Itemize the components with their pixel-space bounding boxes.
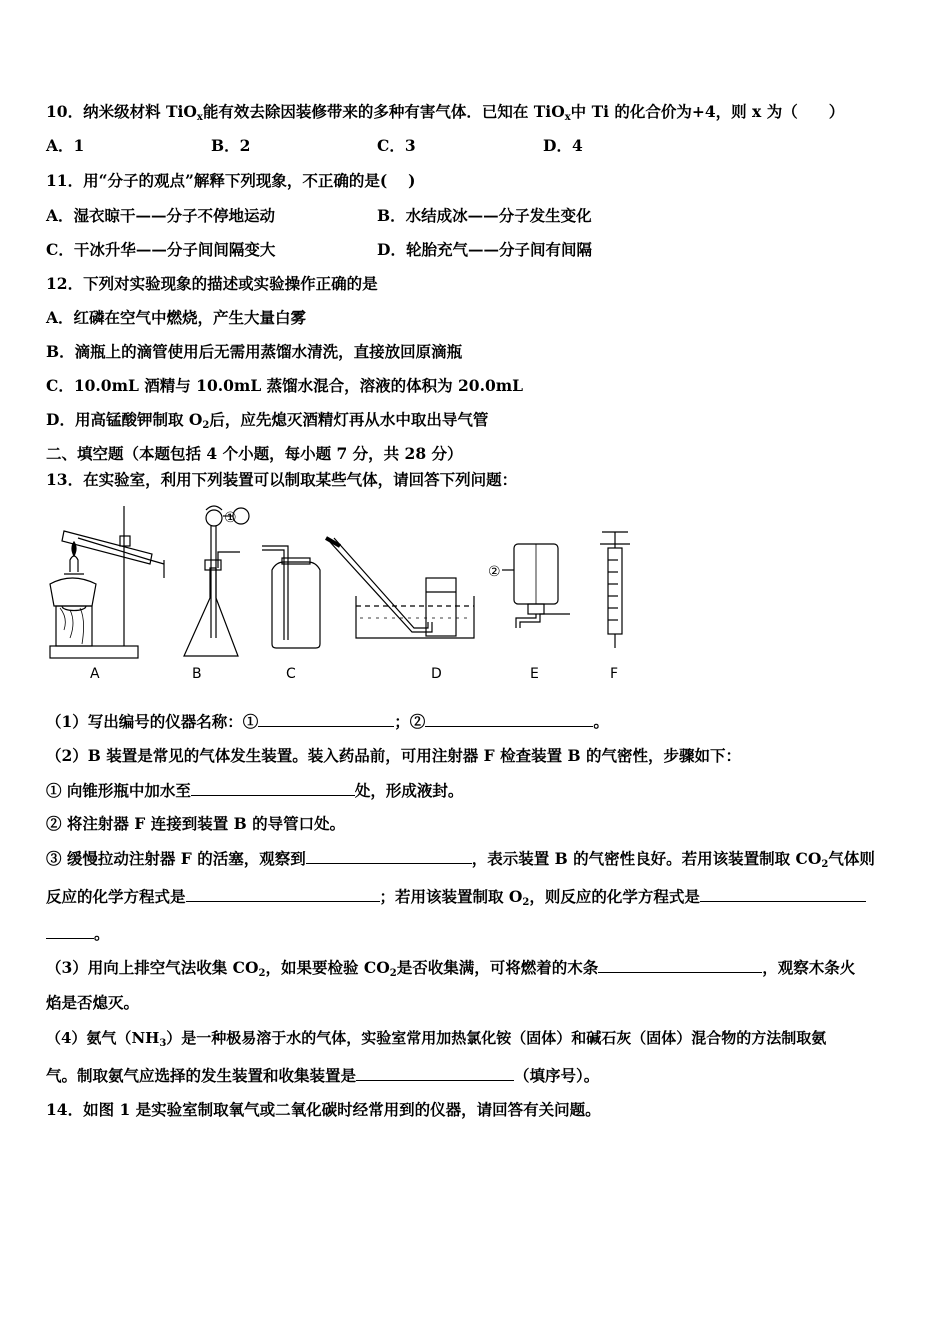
q10-stem: 10．纳米级材料 TiO$_x$能有效去除因装修带来的多种有害气体．已知在 TiO$_x$中 Ti 的化合价为+4，则 x 为（ ） <box>46 102 845 123</box>
marker-1: ① <box>224 510 237 526</box>
q13-step3-end: 。 <box>46 923 110 944</box>
answer-blank-5[interactable] <box>186 886 380 902</box>
section-heading: 二、填空题（本题包括 4 个小题，每小题 7 分，共 28 分） <box>46 444 463 463</box>
answer-blank-7[interactable] <box>598 957 762 973</box>
q13-step1: ① 向锥形瓶中加水至 处，形成液封。 <box>46 781 464 800</box>
q12-stem: 12．下列对实验现象的描述或实验操作正确的是 <box>46 274 378 293</box>
q14-stem: 14．如图 1 是实验室制取氧气或二氧化碳时经常用到的仪器，请回答有关问题。 <box>46 1100 601 1119</box>
q13-step2: ② 将注射器 F 连接到装置 B 的导管口处。 <box>46 814 346 833</box>
q11-option-b: B．水结成冰——分子发生变化 <box>377 206 592 225</box>
q12-option-c: C．10.0mL 酒精与 10.0mL 蒸馏水混合，溶液的体积为 20.0mL <box>46 376 524 395</box>
q12-option-b: B．滴瓶上的滴管使用后无需用蒸馏水清洗，直接放回原滴瓶 <box>46 342 463 361</box>
answer-blank-6-cont[interactable] <box>46 923 94 939</box>
q10-option-b: B．2 <box>211 136 251 155</box>
apparatus-e-icon <box>502 544 570 628</box>
answer-blank-2[interactable] <box>425 711 593 727</box>
q13-part2: （2）B 装置是常见的气体发生装置。装入药品前，可用注射器 F 检查装置 B 的气密性，步骤如下： <box>46 746 741 765</box>
q13-step3: ③ 缓慢拉动注射器 F 的活塞，观察到 ，表示装置 B 的气密性良好。若用该装置制取 $CO_2$气体则 <box>46 849 875 870</box>
q13-part3: （3）用向上排空气法收集 $CO_2$，如果要检验 $CO_2$是否收集满，可将燃着的木条 ，观察木条火 <box>46 958 856 979</box>
q13-stem: 13．在实验室，利用下列装置可以制取某些气体，请回答下列问题： <box>46 470 518 489</box>
q12-option-d: D．用高锰酸钾制取 $O_2$后，应先熄灭酒精灯再从水中取出导气管 <box>46 410 489 431</box>
q10-option-a: A．1 <box>46 136 85 155</box>
answer-blank-8[interactable] <box>356 1065 514 1081</box>
apparatus-f-icon <box>600 532 630 648</box>
q13-part4-cont: 气。制取氨气应选择的发生装置和收集装置是 （填序号）。 <box>46 1066 600 1085</box>
answer-blank-3[interactable] <box>191 780 355 796</box>
q12-option-a: A．红磷在空气中燃烧，产生大量白雾 <box>46 308 307 327</box>
apparatus-d-icon <box>326 538 474 638</box>
q13-step3-cont: 反应的化学方程式是 ；若用该装置制取 $O_2$，则反应的化学方程式是 <box>46 886 866 907</box>
apparatus-figure <box>40 498 640 688</box>
marker-2: ② <box>488 564 501 580</box>
apparatus-b-icon <box>184 506 249 656</box>
answer-blank-6[interactable] <box>700 886 866 902</box>
label-d: D <box>431 666 442 682</box>
label-e: E <box>530 666 539 682</box>
answer-blank-1[interactable] <box>258 711 394 727</box>
q13-part1: （1）写出编号的仪器名称：① ；② 。 <box>46 712 609 731</box>
q13-part3-cont: 焰是否熄灭。 <box>46 993 140 1012</box>
label-c: C <box>286 666 296 682</box>
label-a: A <box>90 666 100 682</box>
q10-option-d: D．4 <box>543 136 583 155</box>
apparatus-c-icon <box>262 546 320 648</box>
q13-part4: （4）氨气$(NH_3)$是一种极易溶于水的气体，实验室常用加热氯化铵（固体）和碱石灰（固体）混合物的方法制取氨 <box>46 1029 827 1049</box>
q11-option-d: D．轮胎充气——分子间有间隔 <box>377 240 592 259</box>
label-f: F <box>610 666 619 682</box>
q10-option-c: C．3 <box>377 136 416 155</box>
label-b: B <box>192 666 202 682</box>
answer-blank-4[interactable] <box>306 848 472 864</box>
q11-option-a: A．湿衣晾干——分子不停地运动 <box>46 206 276 225</box>
q11-option-c: C．干冰升华——分子间间隔变大 <box>46 240 276 259</box>
q11-stem: 11．用“分子的观点”解释下列现象，不正确的是( ) <box>46 171 416 190</box>
apparatus-a-icon <box>50 506 164 658</box>
